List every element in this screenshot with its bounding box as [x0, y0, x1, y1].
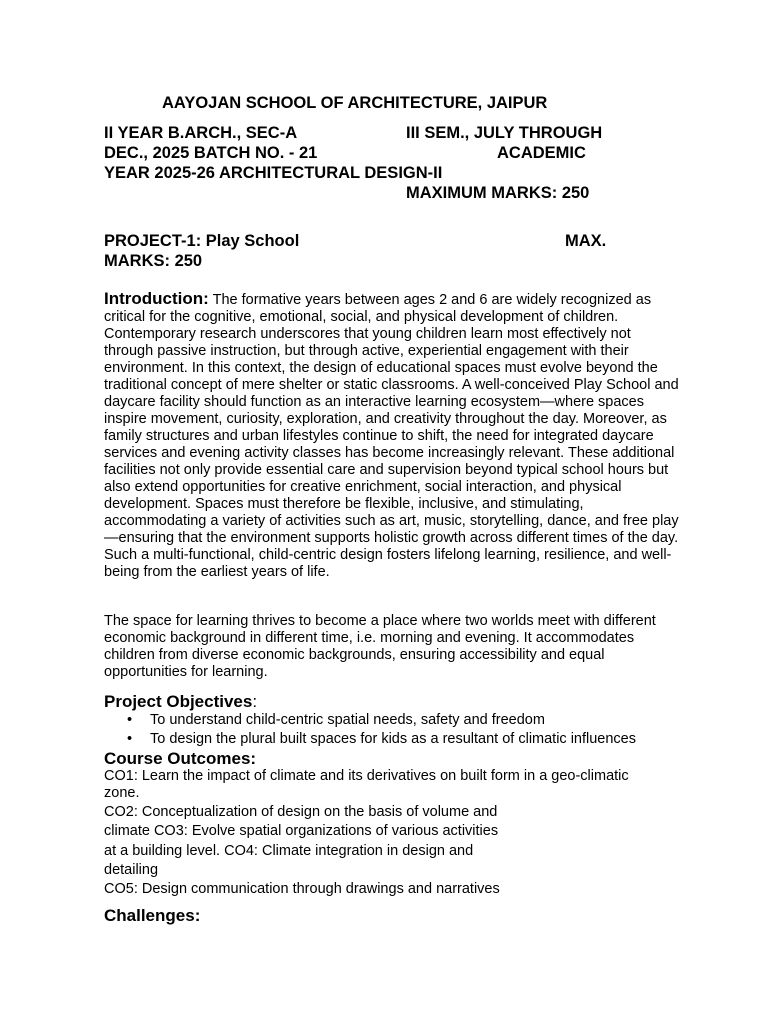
- outcome-line: CO1: Learn the impact of climate and its derivatives on built form in a geo-climatic: [104, 768, 629, 784]
- introduction-label: Introduction:: [104, 289, 209, 308]
- course-title: YEAR 2025-26 ARCHITECTURAL DESIGN-II: [104, 164, 443, 182]
- introduction-text: The formative years between ages 2 and 6 are widely recognized as critical for the cognitive, emotional, social, and physical development of children. Contemporary research underscores that young children learn most effectively not through passive instruction, but through active, experiential engagement with their environment. In this context, the design of educational spaces must evolve beyond the traditional concept of mere shelter or static classrooms. A well-conceived Play School and daycare facility should function as an interactive learning ecosystem—where spaces inspire movement, curiosity, exploration, and creativity throughout the day. Moreover, as family structures and urban lifestyles continue to shift, the need for integrated daycare services and evening activity classes has become increasingly relevant. These additional facilities not only provide essential care and supervision beyond typical school hours but also extend opportunities for creative enrichment, social interaction, and physical development. Spaces must therefore be flexible, inclusive, and stimulating, accommodating a variety of activities such as art, music, storytelling, dance, and free play—ensuring that the environment supports holistic growth across different times of the day. Such a multi-functional, child-centric design fosters lifelong learning, resilience, and well-being from the earliest years of life.: [104, 292, 679, 580]
- objectives-heading: [104, 692, 257, 712]
- learning-space-paragraph: The space for learning thrives to become a place where two worlds meet with different economic background in different time, i.e. morning and evening. It accommodates children from diverse economic backgrounds, ensuring accessibility and equal opportunities for learning.: [104, 613, 656, 680]
- outcome-line: CO2: Conceptualization of design on the basis of volume and: [104, 804, 498, 820]
- project-marks: MARKS: 250: [104, 252, 203, 270]
- outcome-line: detailing: [104, 862, 159, 878]
- batch-info: DEC., 2025 BATCH NO. - 21: [104, 144, 318, 162]
- objectives-colon: :: [252, 692, 258, 711]
- challenges-heading: Challenges:: [104, 906, 201, 925]
- outcome-line: climate CO3: Evolve spatial organizations of various activities: [104, 823, 499, 839]
- school-title: AAYOJAN SCHOOL OF ARCHITECTURE, JAIPUR: [162, 94, 548, 112]
- academic-label: ACADEMIC: [497, 144, 586, 162]
- outcome-line: at a building level. CO4: Climate integration in design and: [104, 843, 474, 859]
- semester-period: III SEM., JULY THROUGH: [406, 124, 603, 142]
- outcome-line: CO5: Design communication through drawings and narratives: [104, 881, 500, 897]
- introduction-paragraph: [104, 290, 679, 581]
- objective-item: To understand child-centric spatial needs, safety and freedom: [150, 712, 545, 728]
- project-title: PROJECT-1: Play School: [104, 232, 300, 250]
- year-section: II YEAR B.ARCH., SEC-A: [104, 124, 298, 142]
- bullet-marker: •: [127, 712, 133, 728]
- outcomes-heading: Course Outcomes:: [104, 749, 257, 768]
- outcome-line: zone.: [104, 785, 140, 801]
- objective-item: To design the plural built spaces for kids as a resultant of climatic influences: [150, 731, 636, 747]
- objectives-heading-text: Project Objectives: [104, 692, 253, 711]
- project-max-label: MAX.: [565, 232, 607, 250]
- maximum-marks: MAXIMUM MARKS: 250: [406, 184, 590, 202]
- bullet-marker: •: [127, 731, 133, 747]
